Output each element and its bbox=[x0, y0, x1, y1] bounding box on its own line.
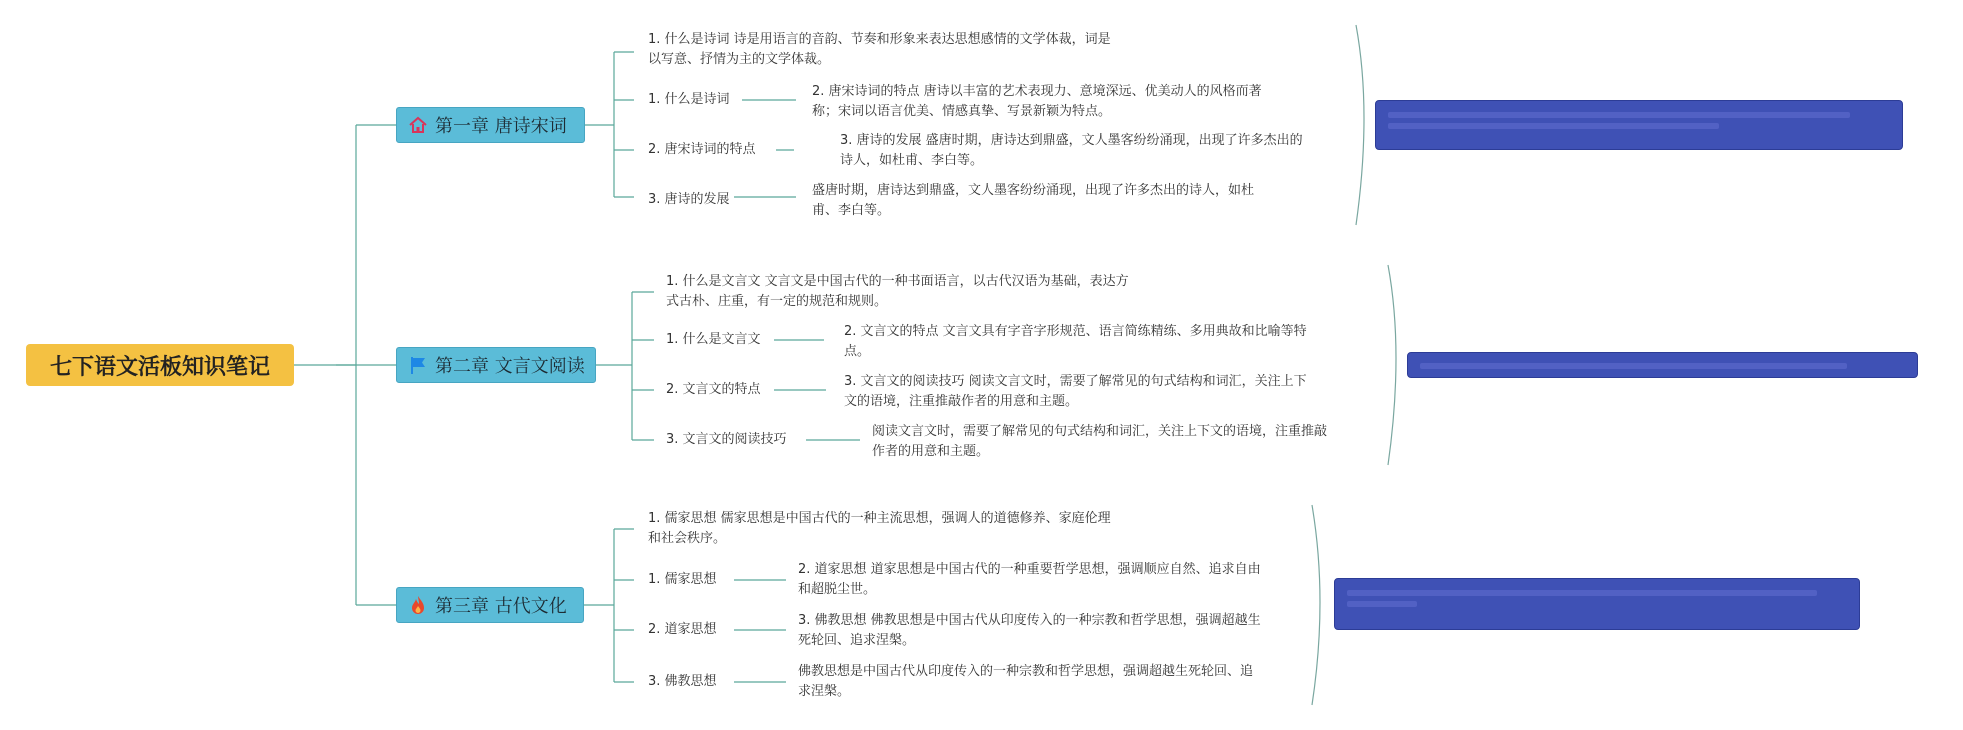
flag-icon bbox=[407, 354, 429, 376]
chapter-1-label: 第一章 唐诗宋词 bbox=[435, 116, 567, 137]
root-topic[interactable] bbox=[26, 344, 294, 386]
chapter-2-item-3-detail: 阅读文言文时，需要了解常见的句式结构和词汇，关注上下文的语境，注重推敲 作者的用意和主题。 bbox=[872, 424, 1328, 459]
chapter-3-label: 第三章 古代文化 bbox=[435, 596, 567, 617]
chapter-1-definition: 1. 什么是诗词 诗是用语言的音韵、节奏和形象来表达思想感情的文学体裁，词是 以写意、抒情为主的文学体裁。 bbox=[648, 32, 1111, 67]
chapter-3-definition: 1. 儒家思想 儒家思想是中国古代的一种主流思想，强调人的道德修养、家庭伦理 和社会秩序。 bbox=[648, 511, 1111, 546]
chapter-2-item-1-detail: 2. 文言文的特点 文言文具有字音字形规范、语言简练精练、多用典故和比喻等特 点。 bbox=[844, 324, 1307, 359]
chapter-2-item-3[interactable]: 3. 文言文的阅读技巧 bbox=[666, 432, 787, 447]
chapter-1-item-3[interactable]: 3. 唐诗的发展 bbox=[648, 192, 730, 207]
chapter-3-item-1-detail: 2. 道家思想 道家思想是中国古代的一种重要哲学思想，强调顺应自然、追求自由 和超脱尘世。 bbox=[798, 562, 1261, 597]
chapter-2-item-1[interactable]: 1. 什么是文言文 bbox=[666, 332, 761, 347]
home-icon bbox=[407, 114, 429, 136]
chapter-2-item-2-detail: 3. 文言文的阅读技巧 阅读文言文时，需要了解常见的句式结构和词汇，关注上下 文的语境，注重推敲作者的用意和主题。 bbox=[844, 374, 1307, 409]
chapter-1-summary-note[interactable] bbox=[1375, 100, 1903, 150]
chapter-1-item-2[interactable]: 2. 唐宋诗词的特点 bbox=[648, 142, 756, 157]
chapter-3-item-3-detail: 佛教思想是中国古代从印度传入的一种宗教和哲学思想，强调超越生死轮回、追 求涅槃。 bbox=[798, 664, 1254, 699]
chapter-1-node[interactable] bbox=[396, 107, 585, 143]
chapter-2-summary-note[interactable] bbox=[1407, 352, 1918, 378]
chapter-2-node[interactable] bbox=[396, 347, 596, 383]
chapter-3-item-2[interactable]: 2. 道家思想 bbox=[648, 622, 717, 637]
chapter-2-item-2[interactable]: 2. 文言文的特点 bbox=[666, 382, 761, 397]
chapter-2-label: 第二章 文言文阅读 bbox=[435, 356, 585, 377]
chapter-1-item-2-detail: 3. 唐诗的发展 盛唐时期，唐诗达到鼎盛，文人墨客纷纷涌现，出现了许多杰出的 诗人，如杜甫、李白等。 bbox=[840, 133, 1303, 168]
chapter-1-item-1-detail: 2. 唐宋诗词的特点 唐诗以丰富的艺术表现力、意境深远、优美动人的风格而著 称；宋词以语言优美、情感真挚、写景新颖为特点。 bbox=[812, 84, 1262, 119]
chapter-1-item-1[interactable]: 1. 什么是诗词 bbox=[648, 92, 730, 107]
chapter-3-item-1[interactable]: 1. 儒家思想 bbox=[648, 572, 717, 587]
chapter-3-item-3[interactable]: 3. 佛教思想 bbox=[648, 674, 717, 689]
chapter-3-item-2-detail: 3. 佛教思想 佛教思想是中国古代从印度传入的一种宗教和哲学思想，强调超越生 死轮回、追求涅槃。 bbox=[798, 613, 1261, 648]
chapter-3-summary-note[interactable] bbox=[1334, 578, 1860, 630]
root-title: 七下语文活板知识笔记 bbox=[49, 354, 270, 380]
chapter-2-definition: 1. 什么是文言文 文言文是中国古代的一种书面语言，以古代汉语为基础，表达方 式古朴、庄重，有一定的规范和规则。 bbox=[666, 274, 1129, 309]
chapter-1-item-3-detail: 盛唐时期，唐诗达到鼎盛，文人墨客纷纷涌现，出现了许多杰出的诗人，如杜 甫、李白等。 bbox=[812, 183, 1255, 218]
chapter-3-node[interactable] bbox=[396, 587, 584, 623]
fire-icon bbox=[407, 594, 429, 616]
